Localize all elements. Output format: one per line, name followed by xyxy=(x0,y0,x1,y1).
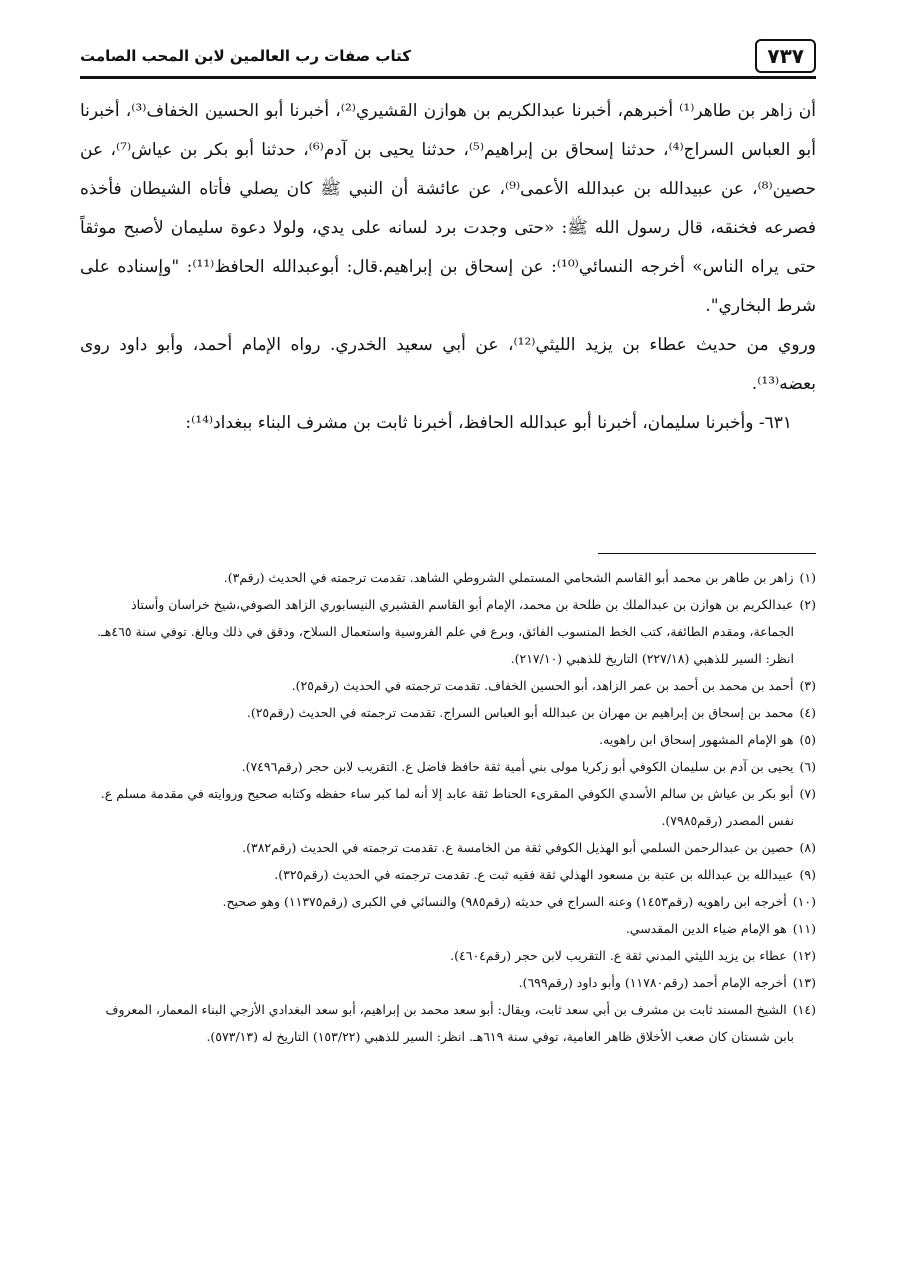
footnote xyxy=(80,591,816,672)
footnote xyxy=(80,996,816,1050)
footnote-text: زاهر بن طاهر بن محمد أبو القاسم الشحامي المستملي الشروطي الشاهد. تقدمت ترجمته في الحديث (رقم٣). xyxy=(223,570,794,585)
footnote-number: (١٤) xyxy=(792,1002,816,1017)
footnote-number: (٣) xyxy=(799,678,816,693)
footnote-text: يحيى بن آدم بن سليمان الكوفي أبو زكريا مولى بني أمية ثقة حافظ فاضل ع. التقريب لابن حجر (رقم٧٤٩٦). xyxy=(241,759,794,774)
footnote-text: محمد بن إسحاق بن إبراهيم بن مهران بن عبدالله أبو العباس السراج. تقدمت ترجمته في الحديث (رقم٢٥). xyxy=(246,705,794,720)
footnote-number: (٢) xyxy=(799,597,816,612)
main-text xyxy=(80,92,816,443)
paragraph: أن زاهر بن طاهر⁽¹⁾ أخبرهم، أخبرنا عبدالكريم بن هوازن القشيري⁽²⁾، أخبرنا أبو الحسين الخفاف⁽³⁾، أخبرنا أبو العباس السراج⁽⁴⁾، حدثنا إسحاق بن إبراهيم⁽⁵⁾، حدثنا يحيى بن آدم⁽⁶⁾، حدثنا أبو بكر بن عياش⁽⁷⁾، عن حصين⁽⁸⁾، عن عبيدالله بن عبدالله الأعمى⁽⁹⁾، عن عائشة أن النبي ﷺ كان يصلي فأتاه الشيطان فأخذه فصرعه فخنقه، قال رسول الله ﷺ: «حتى وجدت برد لسانه على يدي، ولولا دعوة سليمان لأصبح موثقاً حتى يراه الناس» أخرجه النسائي⁽¹⁰⁾: عن إسحاق بن إبراهيم.قال: أبوعبدالله الحافظ⁽¹¹⁾: "وإسناده على شرط البخاري". xyxy=(80,101,816,316)
footnote xyxy=(80,834,816,861)
book-title: كتاب صفات رب العالمين لابن المحب الصامت xyxy=(80,47,411,65)
paragraph: وروي من حديث عطاء بن يزيد الليثي⁽¹²⁾، عن أبي سعيد الخدري. رواه الإمام أحمد، وأبو داود روى بعضه⁽¹³⁾. xyxy=(80,335,816,394)
footnote-number: (١٠) xyxy=(792,894,816,909)
page-number: ٧٣٧ xyxy=(755,39,816,73)
footnote-text: انظر: السير للذهبي (٢٢٧/١٨) التاريخ للذهبي (٢١٧/١٠). xyxy=(510,651,794,666)
footnote-number: (٧) xyxy=(799,786,816,801)
paragraph: ٦٣١- وأخبرنا سليمان، أخبرنا أبو عبدالله الحافظ، أخبرنا ثابت بن مشرف البناء ببغداد⁽¹⁴⁾: xyxy=(185,413,792,433)
footnote-number: (١٣) xyxy=(792,975,816,990)
footnote-number: (٨) xyxy=(799,840,816,855)
footnote-text: هو الإمام المشهور إسحاق ابن راهويه. xyxy=(599,732,794,747)
footnote xyxy=(80,780,816,834)
footnote-text: أخرجه ابن راهويه (رقم١٤٥٣) وعنه السراج في حديثه (رقم٩٨٥) والنسائي في الكبرى (رقم١١٣٧٥) وهو صحيح. xyxy=(222,894,787,909)
footnotes xyxy=(80,564,816,1050)
footnote-text: الجماعة، ومقدم الطائفة، كتب الخط المنسوب الفائق، وبرع في علم الفروسية واستعمال السلاح، ودقق في ذلك وبالغ. توفي سنة ٤٦٥هـ. xyxy=(97,624,794,639)
footnote xyxy=(80,564,816,591)
header-rule xyxy=(80,76,816,79)
footnote-number: (٥) xyxy=(799,732,816,747)
footnote-separator xyxy=(598,553,816,554)
footnote-text: هو الإمام ضياء الدين المقدسي. xyxy=(625,921,787,936)
footnote-text: بابن شستان كان صعب الأخلاق ظاهر العامية، توفي سنة ٦١٩هـ. انظر: السير للذهبي (١٥٣/٢٢) التاريخ له (٥٧٣/١٣). xyxy=(206,1029,794,1044)
footnote-number: (١٢) xyxy=(792,948,816,963)
footnote-text: عبيدالله بن عبدالله بن عتبة بن مسعود الهذلي ثقة فقيه ثبت ع. تقدمت ترجمته في الحديث (رقم٣٢٥). xyxy=(274,867,794,882)
footnote-text: حصين بن عبدالرحمن السلمي أبو الهذيل الكوفي ثقة من الخامسة ع. تقدمت ترجمته في الحديث (رقم٣٨٢). xyxy=(242,840,794,855)
footnote-number: (١١) xyxy=(792,921,816,936)
footnote xyxy=(80,699,816,726)
footnote-text: الشيخ المسند ثابت بن مشرف بن أبي سعد ثابت، ويقال: أبو سعد محمد بن إبراهيم، أبو سعد البغدادي الأزجي البناء المعمار، المعروف xyxy=(105,1002,787,1017)
footnote-text: عطاء بن يزيد الليثي المدني ثقة ع. التقريب لابن حجر (رقم٤٦٠٤). xyxy=(450,948,787,963)
footnote xyxy=(80,726,816,753)
page-header xyxy=(80,36,816,76)
footnote-number: (٤) xyxy=(799,705,816,720)
footnote xyxy=(80,672,816,699)
footnote xyxy=(80,753,816,780)
footnote-text: أحمد بن محمد بن أحمد بن عمر الزاهد، أبو الحسين الخفاف. تقدمت ترجمته في الحديث (رقم٢٥). xyxy=(291,678,794,693)
footnote xyxy=(80,969,816,996)
footnote-text: أخرجه الإمام أحمد (رقم١١٧٨٠) وأبو داود (رقم٦٩٩). xyxy=(518,975,787,990)
footnote-text: نفس المصدر (رقم٧٩٨٥). xyxy=(661,813,794,828)
footnote-text: عبدالكريم بن هوازن بن عبدالملك بن طلحة بن محمد، الإمام أبو القاسم القشيري النيسابوري الزاهد الصوفي،شيخ خراسان وأستاذ xyxy=(131,597,794,612)
footnote xyxy=(80,861,816,888)
footnote xyxy=(80,942,816,969)
footnote-number: (٦) xyxy=(799,759,816,774)
footnote xyxy=(80,915,816,942)
footnote-text: أبو بكر بن عياش بن سالم الأسدي الكوفي المقرىء الحناط ثقة عابد إلا أنه لما كبر ساء حفظه وكتابه صحيح وروايته في مقدمة مسلم ع. xyxy=(100,786,794,801)
footnote-number: (٩) xyxy=(799,867,816,882)
footnote-number: (١) xyxy=(799,570,816,585)
footnote xyxy=(80,888,816,915)
